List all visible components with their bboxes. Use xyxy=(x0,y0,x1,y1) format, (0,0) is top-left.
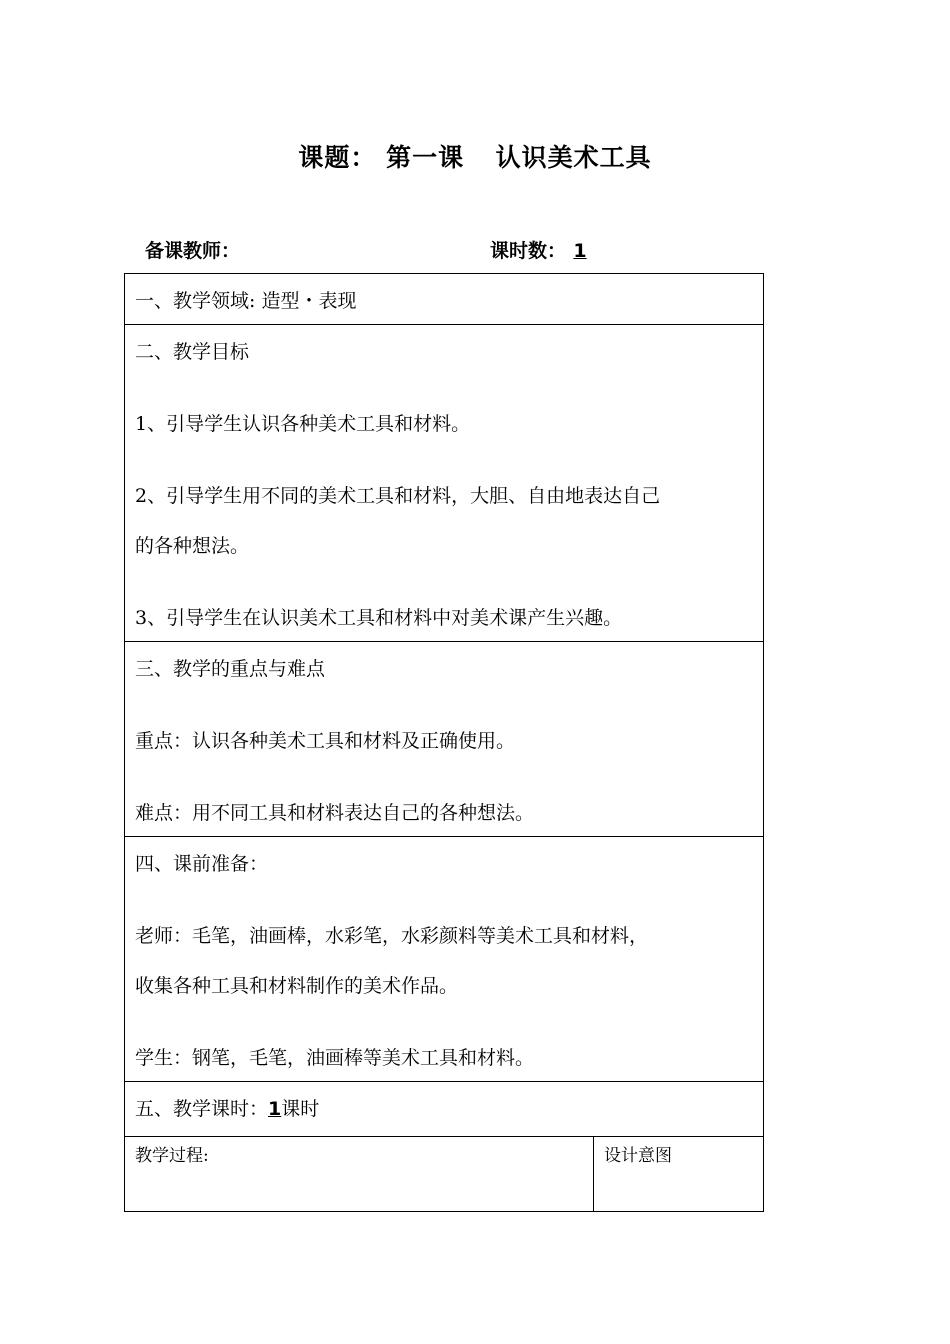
section-process xyxy=(125,1137,763,1211)
focus-text: 重点：认识各种美术工具和材料及正确使用。 xyxy=(135,730,516,752)
teacher-field xyxy=(145,236,240,263)
process-label: 教学过程: xyxy=(135,1146,209,1166)
class-hours-unit: 课时 xyxy=(281,1098,320,1120)
goal-item-1: 1、引导学生认识各种美术工具和材料。 xyxy=(135,413,471,435)
difficulty-text: 难点：用不同工具和材料表达自己的各种想法。 xyxy=(135,802,535,824)
key-points-heading: 三、教学的重点与难点 xyxy=(135,658,326,680)
goals-heading: 二、教学目标 xyxy=(135,341,250,363)
hours-value: 1 xyxy=(573,240,587,262)
class-hours-label: 五、教学课时： xyxy=(135,1098,269,1120)
design-intent-label: 设计意图 xyxy=(604,1146,672,1166)
title-name: 认识美术工具 xyxy=(495,143,652,172)
section-domain xyxy=(125,274,763,325)
section-class-hours xyxy=(125,1082,763,1137)
goal-item-2-line-1: 2、引导学生用不同的美术工具和材料，大胆、自由地表达自己 xyxy=(135,485,661,507)
hours-label: 课时数： xyxy=(490,240,567,262)
section-key-points xyxy=(125,642,763,837)
section-preparation xyxy=(125,837,763,1082)
goal-item-3: 3、引导学生在认识美术工具和材料中对美术课产生兴趣。 xyxy=(135,607,623,629)
page-title xyxy=(0,138,950,174)
design-intent-cell xyxy=(594,1137,763,1211)
hours-field xyxy=(490,236,594,263)
process-cell xyxy=(125,1137,594,1211)
teacher-prep-line-2: 收集各种工具和材料制作的美术作品。 xyxy=(135,975,459,997)
title-lesson: 第一课 xyxy=(386,143,465,172)
domain-text: 一、教学领域: 造型・表现 xyxy=(135,290,357,312)
title-label: 课题： xyxy=(298,143,377,172)
student-prep: 学生：钢笔，毛笔，油画棒等美术工具和材料。 xyxy=(135,1047,535,1069)
preparation-heading: 四、课前准备： xyxy=(135,853,269,875)
teacher-label: 备课教师： xyxy=(145,240,241,262)
goal-item-2-line-2: 的各种想法。 xyxy=(135,535,250,557)
teacher-prep-line-1: 老师：毛笔，油画棒，水彩笔，水彩颜料等美术工具和材料， xyxy=(135,925,649,947)
lesson-plan-table xyxy=(124,273,764,1212)
section-goals xyxy=(125,325,763,642)
class-hours-value: 1 xyxy=(268,1098,282,1120)
